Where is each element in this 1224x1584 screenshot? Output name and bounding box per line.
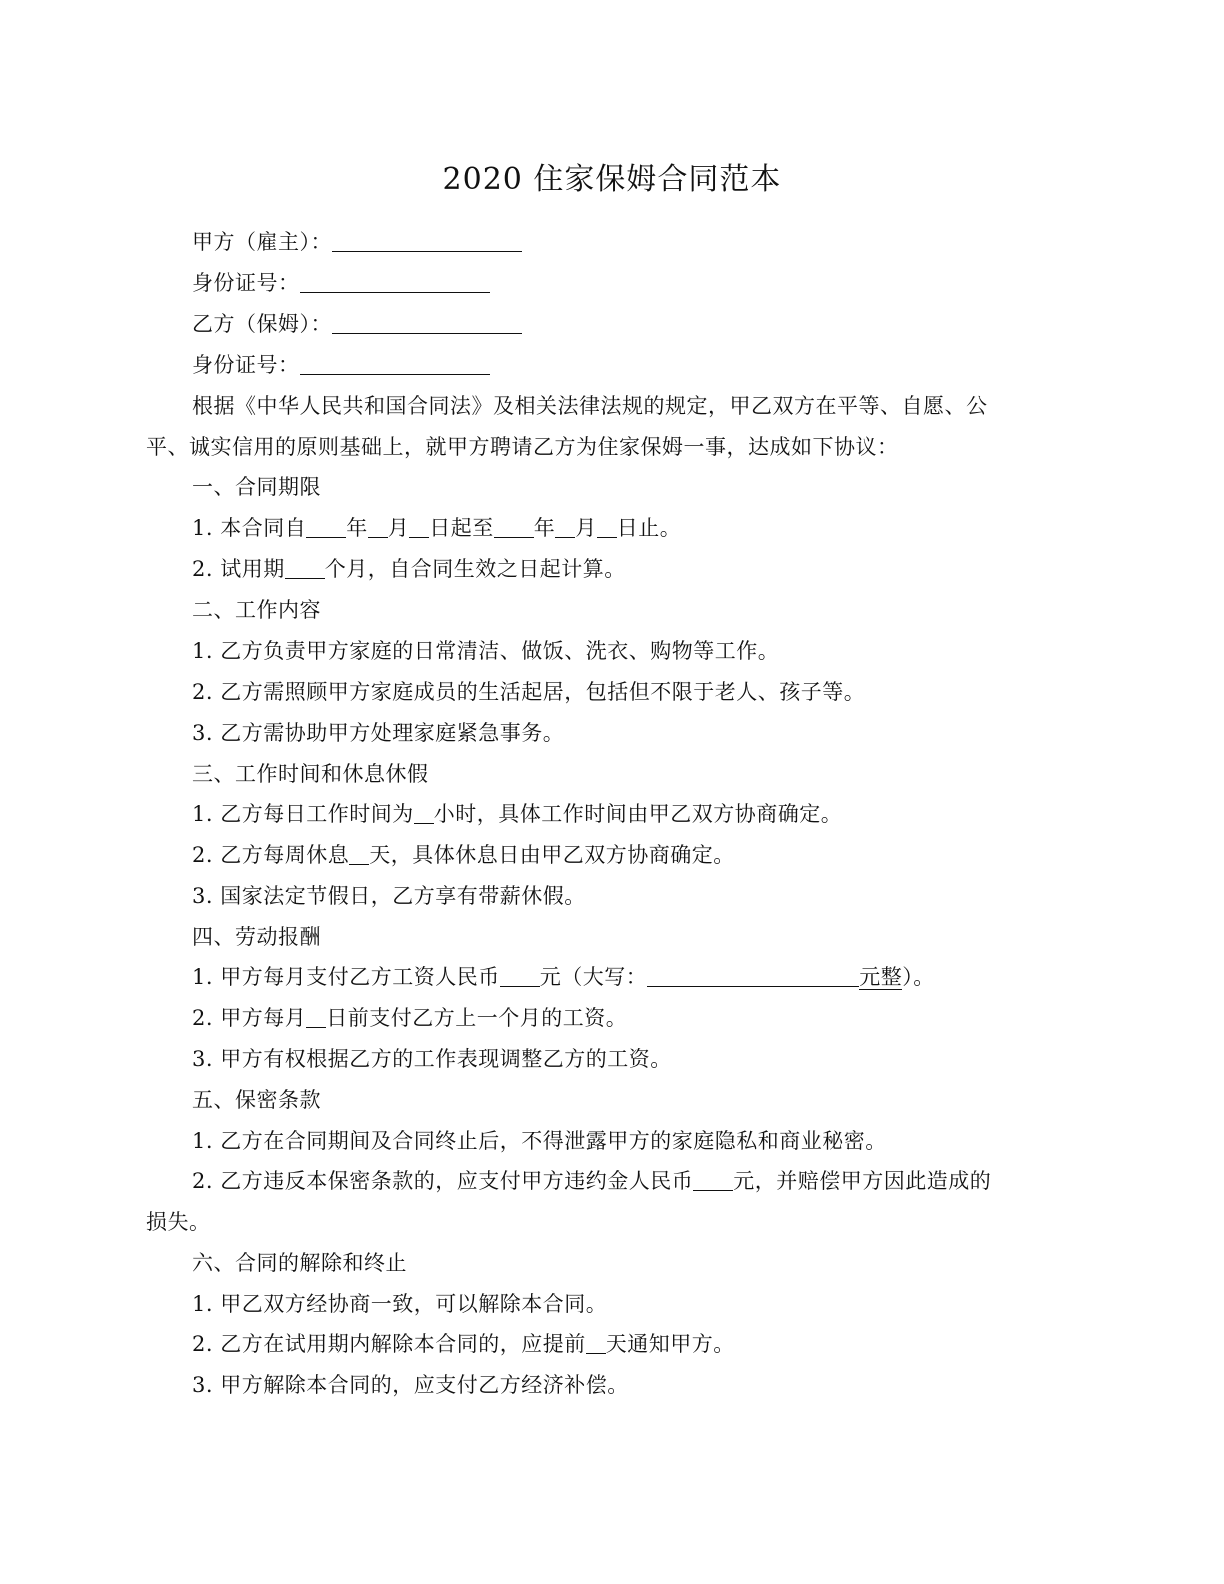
nanny-label: 乙方（保姆）：: [192, 312, 332, 336]
start-year-blank: [306, 515, 346, 538]
s6-item-3: 3. 甲方解除本合同的，应支付乙方经济补偿。: [192, 1373, 629, 1397]
salary-label: 1. 甲方每月支付乙方工资人民币: [192, 965, 500, 989]
nanny-id-line: [192, 350, 490, 380]
s4-item-1: [192, 962, 935, 992]
s1-item-1-text: 1. 本合同自: [192, 516, 307, 540]
preamble-line-2: 平、诚实信用的原则基础上，就甲方聘请乙方为住家保姆一事，达成如下协议：: [146, 435, 899, 459]
s3-item-1: [192, 799, 842, 829]
s3-item-2: [192, 840, 735, 870]
employer-id-blank: [300, 270, 490, 293]
employer-id-line: [192, 268, 490, 298]
salary-close: ）。: [902, 965, 935, 989]
s6-item-2: [192, 1329, 735, 1359]
s1-item-2: [192, 554, 626, 584]
document-title: 2020 住家保姆合同范本: [442, 162, 782, 197]
probation-text: 个月，自合同生效之日起计算。: [324, 557, 626, 581]
nanny-id-label: 身份证号：: [192, 353, 300, 377]
s5-item-2-continued: 损失。: [146, 1210, 211, 1234]
nanny-line: [192, 309, 522, 339]
start-day-blank: [409, 515, 429, 538]
salary-suffix: 元整: [859, 965, 903, 989]
penalty-label: 2. 乙方违反本保密条款的，应支付甲方违约金人民币: [192, 1169, 694, 1193]
s3-item-3: 3. 国家法定节假日，乙方享有带薪休假。: [192, 884, 586, 908]
notice-text: 天通知甲方。: [605, 1332, 735, 1356]
end-month-blank: [555, 515, 575, 538]
section-4-heading: 四、劳动报酬: [192, 925, 321, 949]
work-hours-label: 1. 乙方每日工作时间为: [192, 802, 414, 826]
penalty-text: 元，并赔偿甲方因此造成的: [733, 1169, 992, 1193]
notice-label: 2. 乙方在试用期内解除本合同的，应提前: [192, 1332, 586, 1356]
year-label: 年: [346, 516, 368, 540]
rest-days-blank: [349, 842, 369, 865]
work-hours-blank: [414, 801, 434, 824]
section-6-heading: 六、合同的解除和终止: [192, 1251, 407, 1275]
s4-item-2: [192, 1003, 627, 1033]
from-to-label: 日起至: [429, 516, 494, 540]
salary-amount-blank: [500, 964, 540, 987]
day-end-label: 日止。: [616, 516, 682, 540]
s5-item-2: [192, 1166, 991, 1196]
s6-item-1: 1. 甲乙双方经协商一致，可以解除本合同。: [192, 1292, 608, 1316]
employer-label: 甲方（雇主）：: [192, 230, 332, 254]
section-1-heading: 一、合同期限: [192, 475, 321, 499]
s4-item-3: 3. 甲方有权根据乙方的工作表现调整乙方的工资。: [192, 1047, 672, 1071]
month-label-2: 月: [575, 516, 597, 540]
salary-capital-label: 元（大写：: [539, 965, 648, 989]
nanny-id-blank: [300, 352, 490, 375]
s5-item-1: 1. 乙方在合同期间及合同终止后，不得泄露甲方的家庭隐私和商业秘密。: [192, 1129, 887, 1153]
pay-day-blank: [306, 1005, 326, 1028]
employer-id-label: 身份证号：: [192, 271, 300, 295]
notice-days-blank: [586, 1331, 606, 1354]
preamble-line-1: 根据《中华人民共和国合同法》及相关法律法规的规定，甲乙双方在平等、自愿、公: [192, 394, 988, 418]
pay-day-label: 2. 甲方每月: [192, 1006, 307, 1030]
s2-item-3: 3. 乙方需协助甲方处理家庭紧急事务。: [192, 721, 565, 745]
salary-capital-blank: [647, 964, 859, 987]
rest-days-text: 天，具体休息日由甲乙双方协商确定。: [369, 843, 735, 867]
rest-days-label: 2. 乙方每周休息: [192, 843, 350, 867]
employer-blank: [332, 229, 522, 252]
start-month-blank: [368, 515, 388, 538]
section-2-heading: 二、工作内容: [192, 598, 321, 622]
year-label-2: 年: [533, 516, 556, 540]
pay-day-text: 日前支付乙方上一个月的工资。: [326, 1006, 628, 1030]
s2-item-1: 1. 乙方负责甲方家庭的日常清洁、做饭、洗衣、购物等工作。: [192, 639, 780, 663]
section-5-heading: 五、保密条款: [192, 1088, 321, 1112]
end-year-blank: [494, 515, 534, 538]
nanny-blank: [332, 311, 522, 334]
section-3-heading: 三、工作时间和休息休假: [192, 762, 429, 786]
employer-line: [192, 227, 522, 257]
month-label: 月: [387, 516, 410, 540]
s1-item-1: [192, 513, 681, 543]
work-hours-text: 小时，具体工作时间由甲乙双方协商确定。: [433, 802, 843, 826]
end-day-blank: [597, 515, 617, 538]
probation-months-blank: [285, 556, 325, 579]
penalty-amount-blank: [693, 1168, 733, 1191]
s2-item-2: 2. 乙方需照顾甲方家庭成员的生活起居，包括但不限于老人、孩子等。: [192, 680, 866, 704]
probation-label: 2. 试用期: [192, 557, 285, 581]
